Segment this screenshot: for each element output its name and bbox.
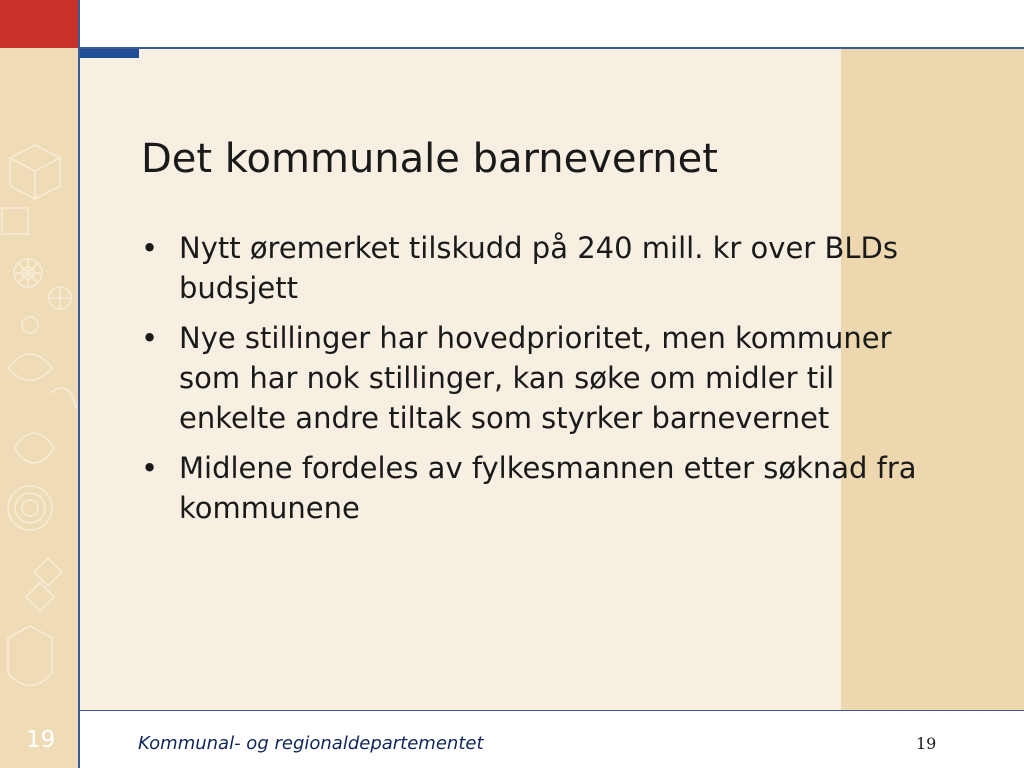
decorative-left-strip xyxy=(0,48,78,711)
footer-page-number: 19 xyxy=(916,734,937,753)
bullet-text: Nytt øremerket tilskudd på 240 mill. kr over BLDs budsjett xyxy=(179,231,898,305)
bullet-item xyxy=(141,318,941,438)
bullet-text: Midlene fordeles av fylkesmannen etter søknad fra kommunene xyxy=(179,451,917,525)
bullet-list xyxy=(141,228,941,538)
bullet-item xyxy=(141,448,941,528)
bullet-marker: • xyxy=(141,451,159,485)
bottom-horizontal-rule xyxy=(80,710,1024,711)
slide-title: Det kommunale barnevernet xyxy=(141,136,718,182)
bullet-marker: • xyxy=(141,321,159,355)
page-badge-label: 19 xyxy=(26,727,56,753)
brand-blue-tab xyxy=(80,49,139,58)
bullet-text: Nye stillinger har hovedprioritet, men kommuner som har nok stillinger, kan søke om midler til enkelte andre tiltak som styrker barnevernet xyxy=(179,321,892,435)
bullet-marker: • xyxy=(141,231,159,265)
footer-organization: Kommunal- og regionaldepartementet xyxy=(138,733,484,754)
page-number-badge xyxy=(0,711,78,768)
bullet-item xyxy=(141,228,941,308)
decorative-pattern-icon xyxy=(0,48,78,711)
brand-red-block xyxy=(0,0,78,48)
